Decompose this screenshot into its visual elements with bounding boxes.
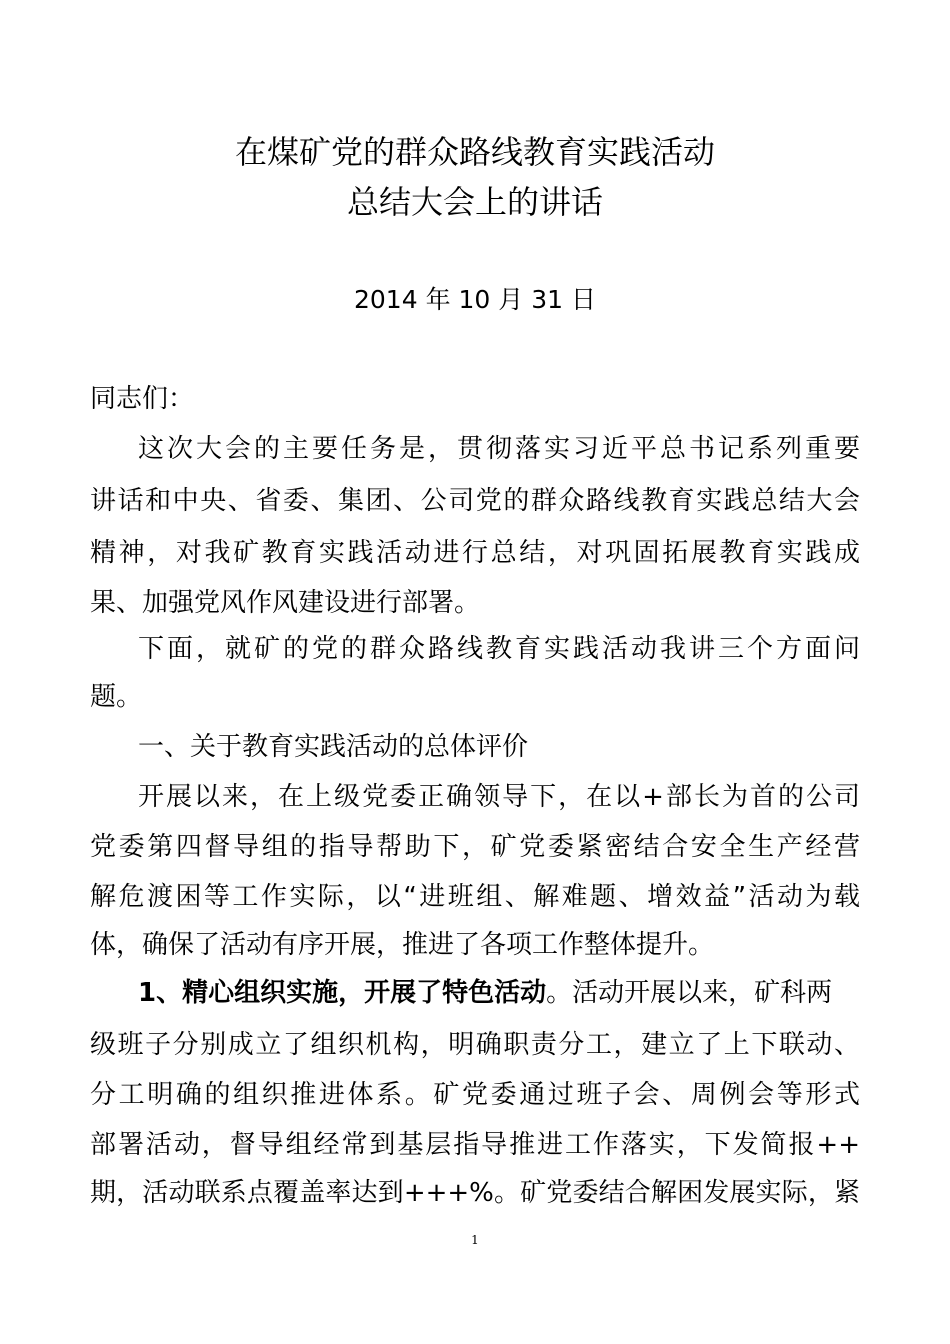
paragraph-4-line-1-text: 。活动开展以来，矿科两: [546, 978, 833, 1008]
page-number: 1: [471, 1233, 479, 1247]
title-line-2: 总结大会上的讲话: [346, 183, 603, 221]
paragraph-2-line-1: 下面，就矿的党的群众路线教育实践活动我讲三个方面问: [138, 634, 860, 664]
paragraph-1-line-4: 果、加强党风作风建设进行部署。: [90, 588, 481, 618]
paragraph-4-line-1: [138, 976, 860, 1010]
section-heading-1: 一、关于教育实践活动的总体评价: [138, 732, 529, 762]
paragraph-3-line-1: 开展以来，在上级党委正确领导下，在以+部长为首的公司: [138, 782, 860, 812]
paragraph-4-line-5: 期，活动联系点覆盖率达到+++%。矿党委结合解困发展实际，紧: [90, 1178, 860, 1208]
paragraph-1-line-2: 讲话和中央、省委、集团、公司党的群众路线教育实践总结大会: [90, 486, 860, 516]
paragraph-3-line-4: 体，确保了活动有序开展，推进了各项工作整体提升。: [90, 930, 715, 960]
salutation: 同志们：: [90, 384, 195, 414]
paragraph-3-line-2: 党委第四督导组的指导帮助下，矿党委紧密结合安全生产经营: [90, 832, 860, 862]
paragraph-1-line-1: 这次大会的主要任务是，贯彻落实习近平总书记系列重要: [138, 434, 860, 464]
paragraph-4-line-2: 级班子分别成立了组织机构，明确职责分工，建立了上下联动、: [90, 1030, 860, 1060]
subsection-heading-1: 1、精心组织实施，开展了特色活动: [138, 978, 547, 1008]
paragraph-3-line-3: 解危渡困等工作实际，以“进班组、解难题、增效益”活动为载: [90, 882, 860, 912]
paragraph-1-line-3: 精神，对我矿教育实践活动进行总结，对巩固拓展教育实践成: [90, 538, 860, 568]
paragraph-4-line-3: 分工明确的组织推进体系。矿党委通过班子会、周例会等形式: [90, 1080, 860, 1110]
title-line-1: 在煤矿党的群众路线教育实践活动: [234, 133, 715, 171]
paragraph-4-line-4: 部署活动，督导组经常到基层指导推进工作落实，下发简报++: [90, 1130, 860, 1160]
paragraph-2-line-2: 题。: [90, 682, 143, 712]
speech-date: 2014 年 10 月 31 日: [354, 285, 596, 314]
